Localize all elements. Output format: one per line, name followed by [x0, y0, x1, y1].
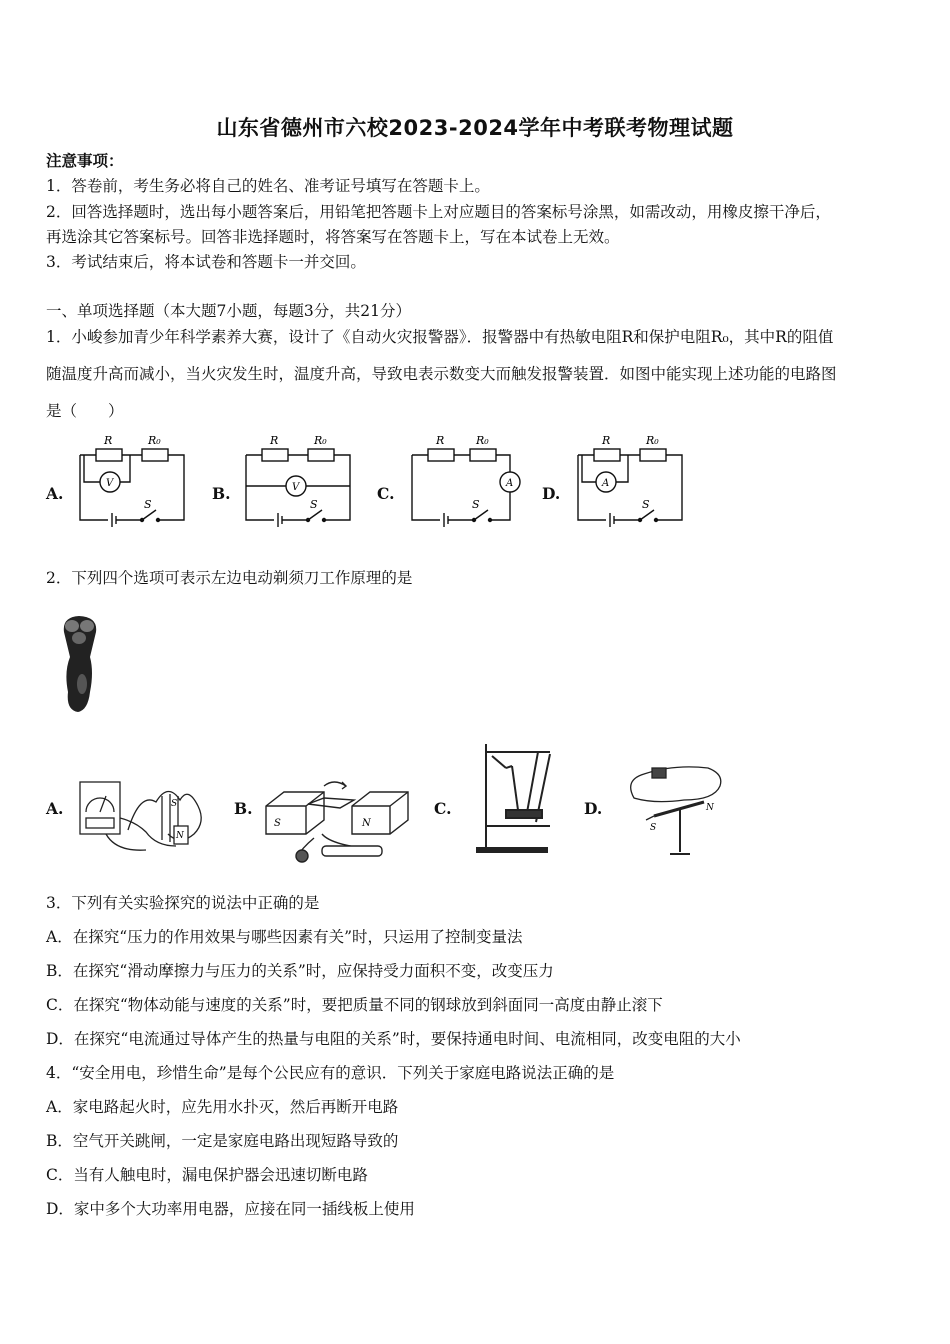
- resistor-r-label: R: [436, 434, 445, 447]
- pole-n-label: N: [706, 803, 714, 813]
- pole-s-label: S: [171, 799, 178, 809]
- ammeter-label: A: [602, 478, 610, 489]
- q2-option-d-label: D.: [584, 799, 603, 818]
- q2-stem: 2．下列四个选项可表示左边电动剃须刀工作原理的是: [46, 569, 413, 587]
- resistor-r0-label: R₀: [148, 434, 161, 447]
- switch-label: S: [144, 498, 152, 511]
- resistor-r0-label: R₀: [314, 434, 327, 447]
- ammeter-label: A: [506, 478, 514, 489]
- notice-heading: 注意事项：: [46, 151, 124, 170]
- pole-s-label: S: [650, 823, 657, 833]
- q4-option-a: A．家电路起火时，应先用水扑灭，然后再断开电路: [46, 1098, 399, 1116]
- q1-option-d-label: D.: [542, 484, 561, 503]
- q2-option-c-label: C.: [434, 799, 452, 818]
- q2-figure-d: [624, 760, 728, 860]
- q4-option-b: B．空气开关跳闸，一定是家庭电路出现短路导致的: [46, 1132, 399, 1150]
- pole-s-label: S: [274, 818, 281, 829]
- switch-label: S: [472, 498, 480, 511]
- q4-option-c: C．当有人触电时，漏电保护器会迅速切断电路: [46, 1166, 368, 1184]
- notice-item: 3．考试结束后，将本试卷和答题卡一并交回。: [46, 253, 366, 271]
- resistor-r-label: R: [270, 434, 279, 447]
- q3-option-a: A．在探究“压力的作用效果与哪些因素有关”时，只运用了控制变量法: [46, 928, 523, 946]
- q2-figure-a: [76, 772, 216, 854]
- q3-option-c: C．在探究“物体动能与速度的关系”时，要把质量不同的钢球放到斜面同一高度由静止滚下: [46, 996, 663, 1014]
- q2-option-a-label: A.: [46, 799, 64, 818]
- section-heading: 一、单项选择题（本大题7小题，每题3分，共21分）: [46, 302, 411, 320]
- q2-option-b-label: B.: [234, 799, 253, 818]
- q1-stem-line: 随温度升高而减小，当火灾发生时，温度升高，导致电表示数变大而触发报警装置．如图中能实现上述功能的电路图: [46, 365, 837, 383]
- q3-stem: 3．下列有关实验探究的说法中正确的是: [46, 894, 320, 912]
- resistor-r-label: R: [104, 434, 113, 447]
- q2-figure-b: [262, 776, 412, 866]
- q1-circuit-d: [570, 430, 688, 530]
- resistor-r-label: R: [602, 434, 611, 447]
- page-title: 山东省德州市六校2023-2024学年中考联考物理试题: [216, 116, 734, 140]
- voltmeter-label: V: [106, 478, 114, 489]
- q4-stem: 4．“安全用电，珍惜生命”是每个公民应有的意识．下列关于家庭电路说法正确的是: [46, 1064, 615, 1082]
- q1-circuit-c: [404, 430, 522, 530]
- pole-n-label: N: [362, 818, 371, 829]
- q1-circuit-a: [72, 430, 190, 530]
- q2-figure-c: [466, 740, 560, 860]
- q1-option-b-label: B.: [212, 484, 231, 503]
- q1-circuit-b: [238, 430, 356, 530]
- pole-n-label: N: [176, 831, 184, 841]
- voltmeter-label: V: [292, 482, 300, 493]
- q4-option-d: D．家中多个大功率用电器，应接在同一插线板上使用: [46, 1200, 415, 1218]
- resistor-r0-label: R₀: [646, 434, 659, 447]
- q3-option-b: B．在探究“滑动摩擦力与压力的关系”时，应保持受力面积不变，改变压力: [46, 962, 554, 980]
- electric-shaver-image: [54, 612, 104, 714]
- switch-label: S: [310, 498, 318, 511]
- notice-item: 2．回答选择题时，选出每小题答案后，用铅笔把答题卡上对应题目的答案标号涂黑，如需改动，用橡皮擦干净后，: [46, 203, 831, 221]
- q1-stem-line: 1．小峻参加青少年科学素养大赛，设计了《自动火灾报警器》．报警器中有热敏电阻R和保护电阻R₀，其中R的阻值: [46, 328, 834, 346]
- notice-item: 1．答卷前，考生务必将自己的姓名、准考证号填写在答题卡上。: [46, 177, 490, 195]
- q1-option-a-label: A.: [46, 484, 64, 503]
- resistor-r0-label: R₀: [476, 434, 489, 447]
- q1-option-c-label: C.: [377, 484, 395, 503]
- switch-label: S: [642, 498, 650, 511]
- q3-option-d: D．在探究“电流通过导体产生的热量与电阻的关系”时，要保持通电时间、电流相同，改变电阻的大小: [46, 1030, 741, 1048]
- q1-stem-line: 是（ ）: [46, 402, 124, 420]
- notice-item: 再选涂其它答案标号。回答非选择题时，将答案写在答题卡上，写在本试卷上无效。: [46, 228, 620, 246]
